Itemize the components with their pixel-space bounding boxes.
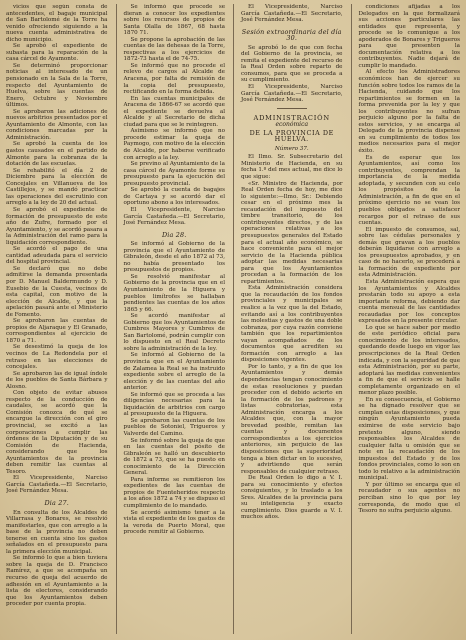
paragraph: Esta Administración espera que los Ayuntamientos y Alcaldes prestarán todo su apoyo a esta importante reforma, debiendo dar cuenta mensual de las cantidades recaudadas por los conceptos expresados en la presente circular. [358, 278, 460, 325]
paragraph: condiciones afijadas a los Delegados en la que formalizará sus acciones particulares las entidades que representa, y procede se lo comunique a los apoderados de Bonares y Trigueros para que presenten la documentación relativa a los contribuyentes. Nadie dejará de cumplir lo mandado. [358, 4, 460, 69]
paragraph: Se aprobó lo de que con fecha del Gobierno de la provincia, se remita el expediente del recurso de la Real Orden sobre reparto de consumos, para que se proceda a su cumplimiento. [241, 44, 343, 84]
paragraph: En su consecuencia, el Gobierno se ha dignado resolver que se cumplan estas disposiciones, y que ningún Ayuntamiento pueda eximirse de este servicio bajo pretexto alguno, siendo responsables los Alcaldes de cualquier falta u omisión que se note en la recaudación de los impuestos del Estado y de los fondos provinciales, como lo son en todo lo relativo a la administración municipal. [358, 396, 460, 482]
section-heading: ADMINISTRACIÓN [253, 113, 330, 122]
paragraph: El impuesto de consumos, sal, sobre las cédulas personales y demás que gravan a los pueblos deberán liquidarse con arreglo a los presupuestos aprobados, y en caso de no hacerlo, se procederá a la formación de expediente por esta Administración. [358, 226, 460, 279]
paragraph: En consulta de los Alcaldes de Villarrasa y Bonares, se resolvió manifestarles, que con arreglo a la base de la provincia no deben tenerse en cuenta sino los gastos señalados en el presupuesto para la primera elección municipal. [6, 509, 108, 555]
paragraph: Se informó sobre la queja de que en las cuentas del pósito de Gibraleón se halló un descubierto de 1872 a 73, que se ha puesto en conocimiento de la Dirección General. [123, 437, 225, 477]
paragraph: Al efecto los Administradores económicos han de ejercer su función sobre todos los ramos de la Hacienda, cuidando que los repartimientos se formen en la forma prevenida por la ley y que los contribuyentes no sufran perjuicio alguno por la falta de estos servicios, y se encarga al Delegado de la provincia dispense en su cumplimiento de todos los medios necesarios para el mejor éxito. [358, 69, 460, 155]
paragraph: De Real Orden lo digo a V. I. para su conocimiento y efectos consiguientes, y lo traslado a los Sres. Alcaldes de la provincia para su inteligencia y exacto cumplimiento. Dios guarde a V. I. muchos años. [241, 475, 343, 521]
paragraph: Se determinó proporcionar noticias al interesado de un pensionado en la Sala de la Torre, respecto del Ayuntamiento de Huelva, sobre las cuentas de Enero, Octubre y Noviembre últimos. [6, 62, 108, 109]
paragraph: Se resolvió manifestar al Gobierno de la provincia que en el Ayuntamiento de la Higuera y pueblos limítrofes se hallaban pendientes las cuentas de los años 1865 y 66. [123, 273, 225, 313]
paragraph: Se propone la aprobación de las cuentas de las dehesas de la Torre, respectivas a los ejercicios de 1872-73 hasta el de 74-75. [123, 36, 225, 63]
paragraph: Se acordó asimismo tener a la vista el expediente de los gastos de la vereda de Puerto Moral, que procede remitir al Gobierno. [123, 509, 225, 536]
paragraph: Se aprobó la cuenta de bagajes de Cartaya y se acordó dar el oportuno abono a los interesados. [123, 187, 225, 207]
paragraph: Para informe se remitieron los expedientes de las cuentas de propios de Fuenteheridos respecto a los años 1872 a 74 y se dispuso el cumplimiento de lo mandado. [123, 476, 225, 510]
paragraph: «Sr. Ministro de Hacienda, por Real Orden fecha de hoy, me dice lo siguiente:—Ilmo. Sr.: Debiendo cesar en el próximo mes la recaudación del impuesto del timbre transitorio, de los contribuyentes directos, y de las operaciones relativas a los presupuestos generales del Estado para el actual año económico, se hace conveniente para el mejor servicio de la Hacienda pública adoptar las medidas necesarias para que los Ayuntamientos procedan a la formación de los repartimientos. [241, 180, 343, 285]
text-column-3 [233, 4, 343, 634]
paragraph: Lo que se hace saber por medio de este periódico oficial para conocimiento de los interesados, quedando desde luego en vigor las prescripciones de la Real Orden indicada, y con la seguridad de que esta Administración, por su parte, adoptará las medidas convenientes a fin de que el servicio se halle completamente organizado en el menor plazo posible. [358, 324, 460, 397]
paragraph: Se informó que procede se dieran a conocer los expedientes sobre los recursos de propios de Santa Olalla de 1867, 68 hasta 1870 71. [123, 4, 225, 37]
paragraph: Y por último se encarga que el recaudador o sus agentes no perciban sino lo que por ley corresponda, de modo que el Tesoro no sufra perjuicio alguno. [358, 481, 460, 515]
session-heading: Sesión extraordinaria del día 30. [241, 27, 342, 43]
paragraph: Se declaró que no debe admitirse la demanda presentada por D. Manuel Baldermundo y D. Eusebio de la Cuesta, vecinos de esta capital, con motivo de la elección de Alcalde, y que la apelación pasará ante el Ministerio de Fomento. [6, 265, 108, 318]
text-column-2 [116, 4, 226, 634]
paragraph: Se aprobaron las adiciones de nuevos arbitrios presentados por el Ayuntamiento de Almonte, con las condiciones marcadas por la Administración. [6, 108, 108, 141]
paragraph: Se aprobó el expediente de formación de presupuesto de este año de Zufre, formado por el Ayuntamiento, y se acordó pasara a la Administración del ramo para la liquidación correspondiente. [6, 206, 108, 246]
paragraph: Se informó que no procede el relevo de cargos al Alcalde de Aracena, por falta de remisión de la copia del presupuesto, rectificando en la forma debida. [123, 62, 225, 96]
paragraph: vicios que según consta de antecedentes, el bagaje municipal de San Bartolomé de la Torre ha venido ofreciendo siguiendo a la nueva cuenta administrativa de dicho municipio. [6, 4, 108, 43]
paragraph: Se informó que se proceda a las diligencias necesarias para la liquidación de arbitrios con cargo al presupuesto de la Higuera. [123, 391, 225, 418]
paragraph: Se desestimó la queja de los vecinos de La Redondela por el retraso en las elecciones de concejales. [6, 344, 108, 371]
section-divider [277, 108, 307, 109]
paragraph: El Vicepresidente, Narciso García Castañeda.—El Secretario, José Fernández Mesa. [241, 4, 343, 24]
section-heading: económica [275, 121, 309, 129]
paragraph: Se aprobaron las cuentas de los pueblos de Sotoniel, Trigueros y Valverde del Camino. [123, 417, 225, 437]
paragraph: Asimismo se informó que no procede estimar la queja de Paymogo, con motivo de la elección de Alcalde, por haberse verificado con arreglo a la ley. [123, 128, 225, 161]
paragraph: Se aprobó la cuenta de los gastos causados en el partido de Almonte para la cobranza de la dotación de las escuelas. [6, 141, 108, 168]
paragraph: El Ilmo. Sr. Subsecretario del Ministerio de Hacienda, en su fecha 1.º del mes actual, me dice lo que sigue: [241, 154, 343, 181]
paragraph: Se informó lo que a bien tuviera sobre la queja de D. Francisco Ramírez, a que se acompaña un recurso de queja del acuerdo de adhesión en el Ayuntamiento a la lista de electores, considerando que los Ayuntamientos deben proceder por cuenta propia. [6, 555, 108, 608]
paragraph: Se aprobaron las de igual índole de los pueblos de Santa Bárbara y Alosno. [6, 370, 108, 390]
paragraph: Por lo tanto, y a fin de que los Ayuntamientos y demás dependencias tengan conocimiento de estas resoluciones y puedan proceder con el debido acierto en la formación de los padrones y listas cobratorias, esta Administración encarga a los Alcaldes que, con la mayor brevedad posible, remitan las cuentas y documentos correspondientes a los ejercicios anteriores, sin perjuicio de las disposiciones que la superioridad tenga a bien dictar en lo sucesivo, y advirtiendo que serán responsables de cualquier retraso. [241, 363, 343, 475]
session-heading: Dia 28. [161, 230, 187, 239]
paragraph: Con objeto de evitar abusos respecto de la conducción de caudales, se acordó que la Comisión conozca de qué se encargue la dirección con el giro provincial, se excitó a las corporaciones a cumplir las órdenes de la Diputación y de su Comisión de Hacienda, considerando que los Ayuntamientos de la provincia deben remitir las cuentas al Tesoro. [6, 390, 108, 475]
text-column-4 [351, 4, 461, 634]
paragraph: Esta Administración considera que la recaudación de los fondos provinciales y municipales se realice a la vez que la del Estado, evitando así a los contribuyentes las molestias y gastos de una doble cobranza, por cuya razón conviene también que los repartimientos vayan acompañados de los documentos que acrediten su formación con arreglo a las disposiciones vigentes. [241, 285, 343, 364]
paragraph: En las cuentas municipales de Aracena de 1866-67 se acordó que el expediente se devuelva al Alcalde y al Secretario de dicha ciudad para que se le reintegren. [123, 95, 225, 128]
paragraph: El Vicepresidente, Narciso García Castañeda.—El Secretario, José Fernández Mesa. [6, 475, 108, 495]
paragraph: Es de esperar que los Ayuntamientos, así como los contribuyentes, comprendan la importancia de la medida adoptada, y secunden con su celo los propósitos de la Administración, a fin de que en el próximo ejercicio no se vean los pueblos obligados a satisfacer recargos por el retraso de sus cuentas. [358, 154, 460, 227]
section-heading: Número 37. [274, 145, 309, 152]
paragraph: Se previno al Ayuntamiento de la casa cárcel de Ayamonte forme su presupuesto para la ejecución del presupuesto provincial. [123, 161, 225, 187]
paragraph: Se informó al Gobierno de la provincia que el Ayuntamiento de Gibraleón, desde el año 1872 al 73, no había presentado los presupuestos de propios. [123, 241, 225, 274]
paragraph: Se rehabilitó el día 2 de Diciembre para la elección de Concejales en Villanueva de los Castillejos, y se mandó practicar las operaciones del escrutinio con arreglo a la ley de 20 del actual. [6, 167, 108, 207]
paragraph: Se informó al Gobierno de la provincia que en el Ayuntamiento de Zalamea la Real se ha instruido expediente sobre el arreglo de la elección y de las cuentas del año anterior. [123, 352, 225, 392]
paragraph: El Vicepresidente, Narciso García Castañeda.—El Secretario, José Fernández Mesa. [241, 84, 343, 104]
paragraph: Se aprobaron las cuentas de propios de Aljaraque y El Granado, correspondientes al ejercicio de 1870 a 71. [6, 318, 108, 344]
session-heading: Dia 27. [44, 499, 70, 508]
paragraph: Se acordó el pago de una cantidad adeudada para el servicio del hospital provincial. [6, 246, 108, 266]
paragraph: Se aprobó el expediente de subasta para la reparación de la casa cárcel de Ayamonte. [6, 43, 108, 63]
section-heading: DE LA PROVINCIA DE HUELVA. [249, 128, 334, 144]
paragraph: El Vicepresidente, Narciso García Castañeda.—El Secretario, José Fernández Mesa. [123, 206, 225, 227]
text-column-1 [6, 4, 108, 634]
paragraph: Se acordó manifestar al Gobierno que los Ayuntamientos de Cumbres Mayores y Cumbres de San Bartolomé, podrán cumplir con lo dispuesto en el Real Decreto sobre la administración de la ley. [123, 313, 225, 352]
